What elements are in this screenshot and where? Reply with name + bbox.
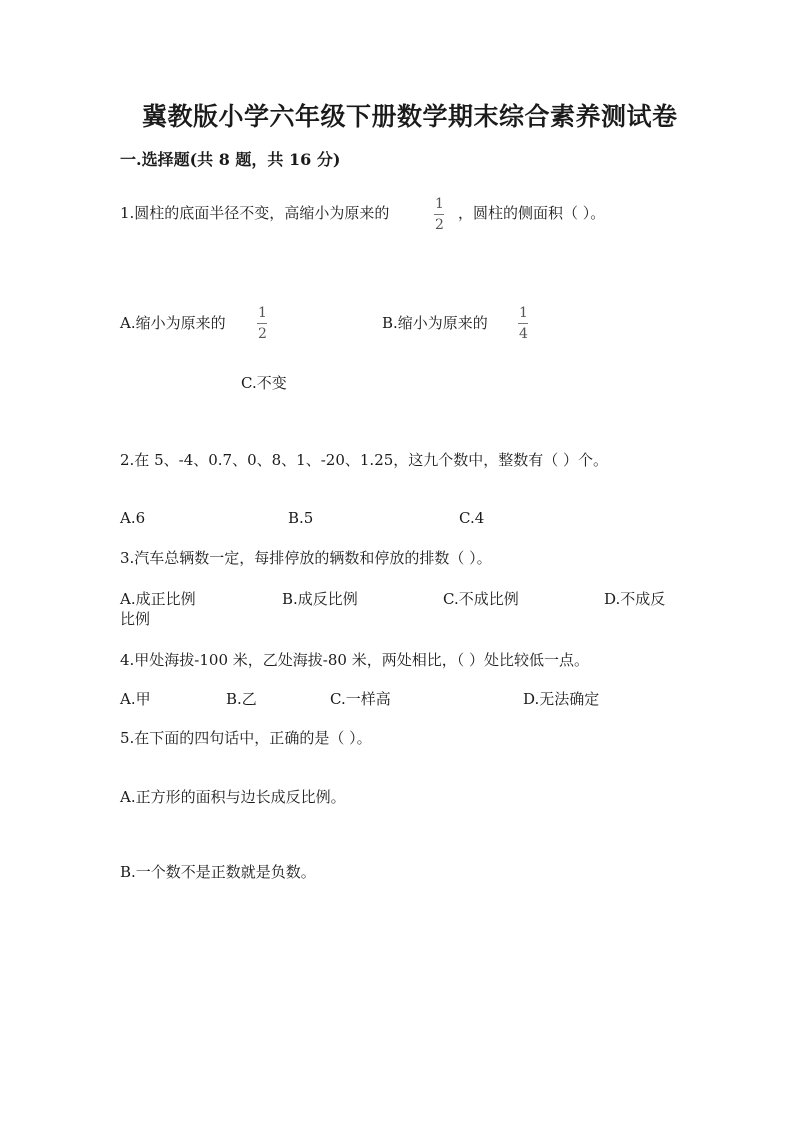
question-2-stem: 2.在 5、-4、0.7、0、8、1、-20、1.25，这九个数中，整数有（ ）个。 — [120, 451, 609, 469]
option-a-fraction — [256, 306, 269, 341]
fraction-numerator: 1 — [435, 196, 444, 212]
question-4-option-a: A.甲 — [120, 690, 151, 708]
question-1-fraction — [433, 197, 446, 232]
fraction-numerator: 1 — [519, 305, 528, 321]
question-4-option-c: C.一样高 — [330, 690, 391, 708]
page-title: 冀教版小学六年级下册数学期末综合素养测试卷 — [142, 102, 678, 131]
fraction-numerator: 1 — [258, 305, 267, 321]
question-3-option-a: A.成正比例 — [120, 590, 196, 608]
question-3-option-d: D.不成反 — [604, 590, 666, 608]
section-heading: 一.选择题(共 8 题，共 16 分) — [120, 150, 341, 169]
fraction-denominator: 2 — [435, 217, 444, 233]
question-2-option-c: C.4 — [459, 509, 485, 527]
question-1-stem-b: ，圆柱的侧面积（ ）。 — [458, 204, 606, 222]
question-3-option-c: C.不成比例 — [443, 590, 519, 608]
question-3-option-d-wrap: 比例 — [120, 610, 151, 628]
question-5-option-b: B.一个数不是正数就是负数。 — [120, 863, 316, 881]
question-2-option-a: A.6 — [120, 509, 146, 527]
question-2-option-b: B.5 — [288, 509, 314, 527]
fraction-denominator: 2 — [258, 326, 267, 342]
question-1-option-a: A.缩小为原来的 — [120, 314, 226, 332]
fraction-denominator: 4 — [519, 326, 528, 342]
question-5-stem: 5.在下面的四句话中，正确的是（ ）。 — [120, 729, 372, 747]
question-3-stem: 3.汽车总辆数一定，每排停放的辆数和停放的排数（ ）。 — [120, 549, 492, 567]
question-1-stem-a: 1.圆柱的底面半径不变，高缩小为原来的 — [120, 204, 390, 222]
question-4-option-b: B.乙 — [226, 690, 257, 708]
option-b-fraction — [517, 306, 530, 341]
question-3-option-b: B.成反比例 — [282, 590, 358, 608]
question-1-option-b: B.缩小为原来的 — [382, 314, 488, 332]
question-4-stem: 4.甲处海拔-100 米，乙处海拔-80 米，两处相比，（ ）处比较低一点。 — [120, 651, 589, 669]
question-4-option-d: D.无法确定 — [523, 690, 600, 708]
question-1-option-c: C.不变 — [241, 374, 287, 392]
question-5-option-a: A.正方形的面积与边长成反比例。 — [120, 788, 346, 806]
